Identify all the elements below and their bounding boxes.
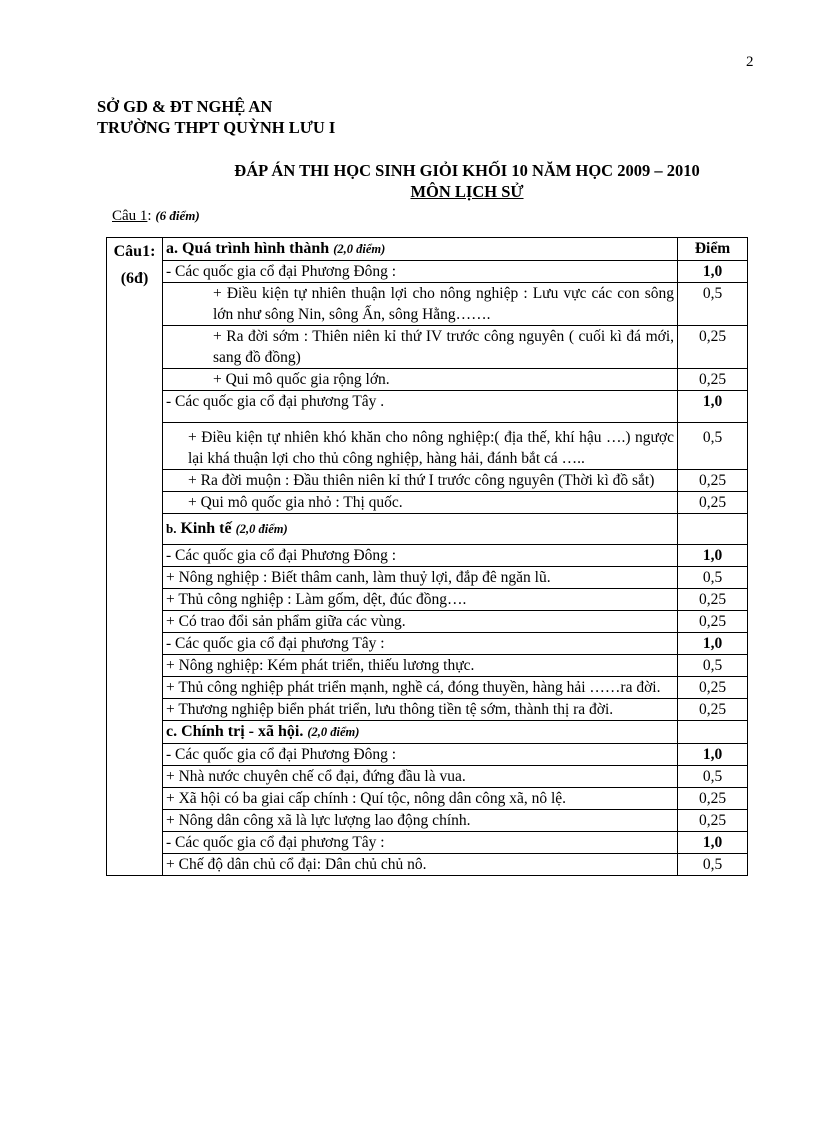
answer-text: + Thủ công nghiệp : Làm gốm, dệt, đúc đồng…. [163, 589, 678, 611]
answer-text: + Nhà nước chuyên chế cổ đại, đứng đầu là vua. [163, 766, 678, 788]
answer-score: 0,25 [678, 589, 748, 611]
table-row [107, 832, 748, 854]
answer-score: 0,25 [678, 611, 748, 633]
empty-score-cell [678, 721, 748, 744]
answer-text: + Thủ công nghiệp phát triển mạnh, nghề cá, đóng thuyền, hàng hải ……ra đời. [163, 677, 678, 699]
answer-score: 0,5 [678, 655, 748, 677]
answer-score: 0,5 [678, 283, 748, 326]
answer-text: + Có trao đổi sản phẩm giữa các vùng. [163, 611, 678, 633]
table-row [107, 283, 748, 326]
answer-text: + Chế độ dân chủ cổ đại: Dân chủ chủ nô. [163, 854, 678, 876]
table-row [107, 567, 748, 589]
answer-score: 0,25 [678, 810, 748, 832]
table-row [107, 699, 748, 721]
table-row [107, 326, 748, 369]
document-title [106, 160, 816, 202]
section-heading-row [107, 721, 748, 744]
answer-text: + Nông dân công xã là lực lượng lao động chính. [163, 810, 678, 832]
answer-text: + Điều kiện tự nhiên thuận lợi cho nông nghiệp : Lưu vực các con sông lớn như sông Nin, sông Ấn, sông Hằng……. [163, 283, 678, 326]
answer-text: - Các quốc gia cổ đại phương Tây : [163, 633, 678, 655]
answer-text: + Ra đời muộn : Đầu thiên niên kỉ thứ I trước công nguyên (Thời kì đồ sắt) [163, 470, 678, 492]
answer-text: + Qui mô quốc gia nhỏ : Thị quốc. [163, 492, 678, 514]
answer-score: 1,0 [678, 633, 748, 655]
answer-score: 1,0 [678, 261, 748, 283]
school-header [97, 96, 335, 138]
answer-score: 0,25 [678, 470, 748, 492]
answer-score: 1,0 [678, 391, 748, 423]
section-a-heading: a. Quá trình hình thành (2,0 điểm) [163, 238, 678, 261]
table-row [107, 470, 748, 492]
table-row [107, 744, 748, 766]
table-row [107, 261, 748, 283]
answer-score: 1,0 [678, 545, 748, 567]
table-row [107, 545, 748, 567]
table-row [107, 611, 748, 633]
answer-text: + Nông nghiệp: Kém phát triển, thiếu lương thực. [163, 655, 678, 677]
answer-score: 0,25 [678, 677, 748, 699]
table-row [107, 492, 748, 514]
answer-text: + Thương nghiệp biển phát triển, lưu thông tiền tệ sớm, thành thị ra đời. [163, 699, 678, 721]
empty-score-cell [678, 514, 748, 545]
answer-text: - Các quốc gia cổ đại phương Tây : [163, 832, 678, 854]
section-heading-row [107, 514, 748, 545]
answer-text: + Qui mô quốc gia rộng lớn. [163, 369, 678, 391]
answer-score: 0,25 [678, 369, 748, 391]
section-b-heading: b. Kinh tế (2,0 điểm) [163, 514, 678, 545]
page-number: 2 [746, 54, 754, 70]
table-row [107, 423, 748, 470]
question-intro: Câu 1: (6 điểm) [112, 208, 200, 224]
question-number: Câu1: [113, 243, 156, 260]
answer-score: 0,5 [678, 854, 748, 876]
question-points: (6 điểm) [155, 208, 200, 223]
table-row [107, 788, 748, 810]
answer-score: 0,5 [678, 766, 748, 788]
table-row [107, 633, 748, 655]
exam-title: ĐÁP ÁN THI HỌC SINH GIỎI KHỐI 10 NĂM HỌC 2009 – 2010 [234, 161, 700, 180]
table-row [107, 810, 748, 832]
table-row [107, 589, 748, 611]
department-name: SỞ GD & ĐT NGHỆ AN [97, 97, 273, 116]
subject-title: MÔN LỊCH SỬ [410, 182, 524, 201]
table-row [107, 766, 748, 788]
table-row [107, 854, 748, 876]
score-header: Điểm [678, 238, 748, 261]
section-c-heading: c. Chính trị - xã hội. (2,0 điểm) [163, 721, 678, 744]
answer-text: + Nông nghiệp : Biết thâm canh, làm thuỷ lợi, đắp đê ngăn lũ. [163, 567, 678, 589]
answer-table [106, 237, 748, 876]
answer-text: + Điều kiện tự nhiên khó khăn cho nông nghiệp:( địa thế, khí hậu ….) ngược lại khá thuận lợi cho thủ công nghiệp, hàng hải, đánh bắt cá ….. [163, 423, 678, 470]
table-row [107, 369, 748, 391]
answer-score: 1,0 [678, 832, 748, 854]
answer-score: 1,0 [678, 744, 748, 766]
question-label: Câu 1 [112, 208, 148, 224]
answer-score: 0,25 [678, 699, 748, 721]
table-row [107, 391, 748, 423]
answer-text: - Các quốc gia cổ đại Phương Đông : [163, 744, 678, 766]
answer-score: 0,5 [678, 567, 748, 589]
answer-score: 0,5 [678, 423, 748, 470]
answer-text: + Xã hội có ba giai cấp chính : Quí tộc, nông dân công xã, nô lệ. [163, 788, 678, 810]
question-cell [107, 238, 163, 876]
answer-score: 0,25 [678, 326, 748, 369]
answer-score: 0,25 [678, 788, 748, 810]
answer-score: 0,25 [678, 492, 748, 514]
answer-text: - Các quốc gia cổ đại Phương Đông : [163, 261, 678, 283]
answer-text: + Ra đời sớm : Thiên niên kỉ thứ IV trước công nguyên ( cuối kì đá mới, sang đồ đồng) [163, 326, 678, 369]
answer-text: - Các quốc gia cổ đại Phương Đông : [163, 545, 678, 567]
table-header-row [107, 238, 748, 261]
table-row [107, 655, 748, 677]
school-name: TRƯỜNG THPT QUỲNH LƯU I [97, 118, 336, 137]
question-total-points: (6đ) [120, 270, 149, 287]
table-row [107, 677, 748, 699]
answer-text: - Các quốc gia cổ đại phương Tây . [163, 391, 678, 423]
